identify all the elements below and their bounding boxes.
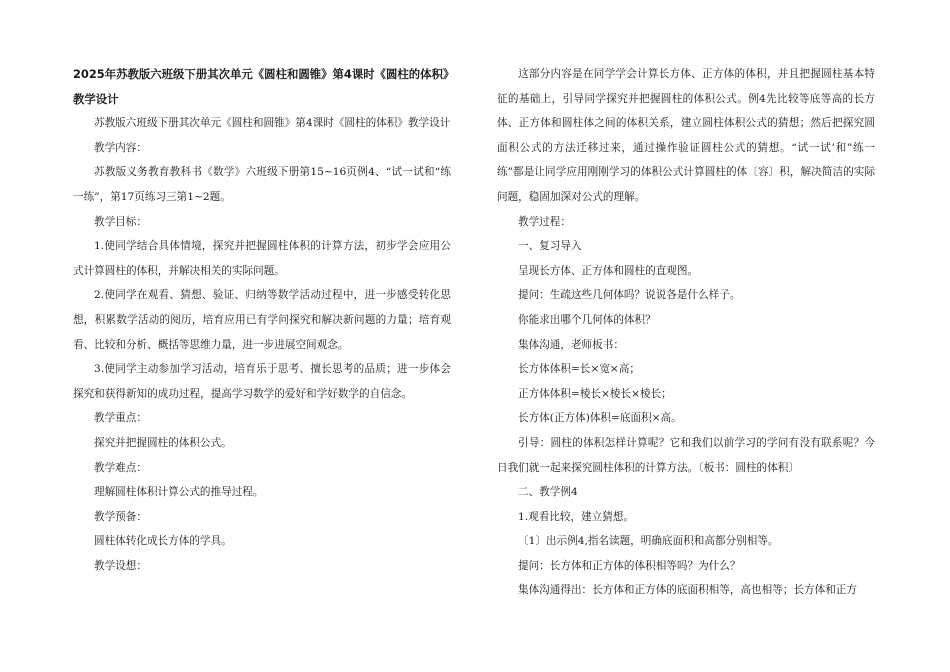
formula-line: 长方体体积=长×宽×高； [518, 363, 640, 376]
section-heading: 教学设想： [94, 559, 147, 572]
paragraph: 2.使同学在观看、猜想、验证、归纳等数学活动过程中，进一步感受转化思想，积累数学活动的阅历，培育应用已有学问探究和解决新问题的力量；培育观看、比较和分析、概括等思维力量，进一步进展空间观念。 [73, 289, 451, 351]
paragraph: 提问：生疏这些几何体吗？说说各是什么样子。 [518, 289, 741, 302]
paragraph: 集体沟通得出：长方体和正方体的底面积相等，高也相等；长方体和正方 [518, 584, 857, 597]
formula-line: 长方体(正方体)体积=底面积×高。 [518, 412, 682, 425]
paragraph: 1.使同学结合具体情境，探究并把握圆柱体积的计算方法，初步学会应用公式计算圆柱的体积，并解决相关的实际问题。 [73, 240, 451, 277]
paragraph: 圆柱体转化成长方体的学具。 [94, 535, 232, 548]
paragraph: 3.使同学主动参加学习活动，培育乐于思考、擅长思考的品质；进一步体会探究和获得新知的成功过程，提高学习数学的爱好和学好数学的自信念。 [73, 363, 451, 400]
paragraph: 苏教版六班级下册其次单元《圆柱和圆锥》第4课时《圆柱的体积》教学设计 [94, 117, 451, 130]
paragraph: 1.观看比较，建立猜想。 [518, 510, 635, 523]
paragraph: 你能求出哪个几何体的体积？ [518, 313, 656, 326]
section-heading: 教学重点： [94, 412, 147, 425]
paragraph: 引导：圆柱的体积怎样计算呢？它和我们以前学习的学问有没有联系呢？今日我们就一起来探究圆柱体积的计算方法。〔板书：圆柱的体积〕 [497, 436, 875, 474]
paragraph: 〔1〕出示例4,指名读题，明确底面积和高都分别相等。 [518, 535, 779, 548]
right-column [497, 62, 875, 603]
section-heading: 二、教学例4 [518, 486, 578, 499]
paragraph: 集体沟通，老师板书： [518, 338, 624, 351]
section-heading: 教学目标： [94, 215, 147, 228]
section-heading: 教学内容： [94, 141, 147, 154]
paragraph: 呈现长方体、正方体和圆柱的直观图。 [518, 264, 699, 277]
left-column [73, 62, 451, 578]
section-heading: 教学预备： [94, 510, 147, 523]
paragraph: 这部分内容是在同学学会计算长方体、正方体的体积，并且把握圆柱基本特征的基础上，引导同学探究并把握圆柱的体积公式。例4先比较等底等高的长方体、正方体和圆柱体之间的体积关系，建立圆柱体积公式的猜想；然后把探究圆面积公式的方法迁移过来，通过操作验证圆柱公式的猜想。“试一试’和”练一练”都是让同学应用刚刚学习的体积公式计算圆柱的体〔容〕积，解决简洁的实际问题，稳固加深对公式的理解。 [497, 68, 875, 203]
section-heading: 一、复习导入 [518, 240, 582, 253]
document-title: 2025年苏教版六班级下册其次单元《圆柱和圆锥》第4课时《圆柱的体积》教学设计 [73, 67, 449, 106]
section-heading: 教学难点： [94, 461, 147, 474]
paragraph: 提问：长方体和正方体的体积相等吗？为什么？ [518, 559, 741, 572]
paragraph: 理解圆柱体积计算公式的推导过程。 [94, 486, 264, 499]
paragraph: 探究并把握圆柱的体积公式。 [94, 436, 232, 449]
section-heading: 教学过程： [518, 215, 571, 228]
paragraph: 苏教版义务教育教科书《数学》六班级下册第15~16页例4、“试一试和“练一练”，第17页练习三第1~2题。 [73, 166, 451, 203]
formula-line: 正方体体积=棱长×棱长×棱长； [518, 387, 672, 400]
